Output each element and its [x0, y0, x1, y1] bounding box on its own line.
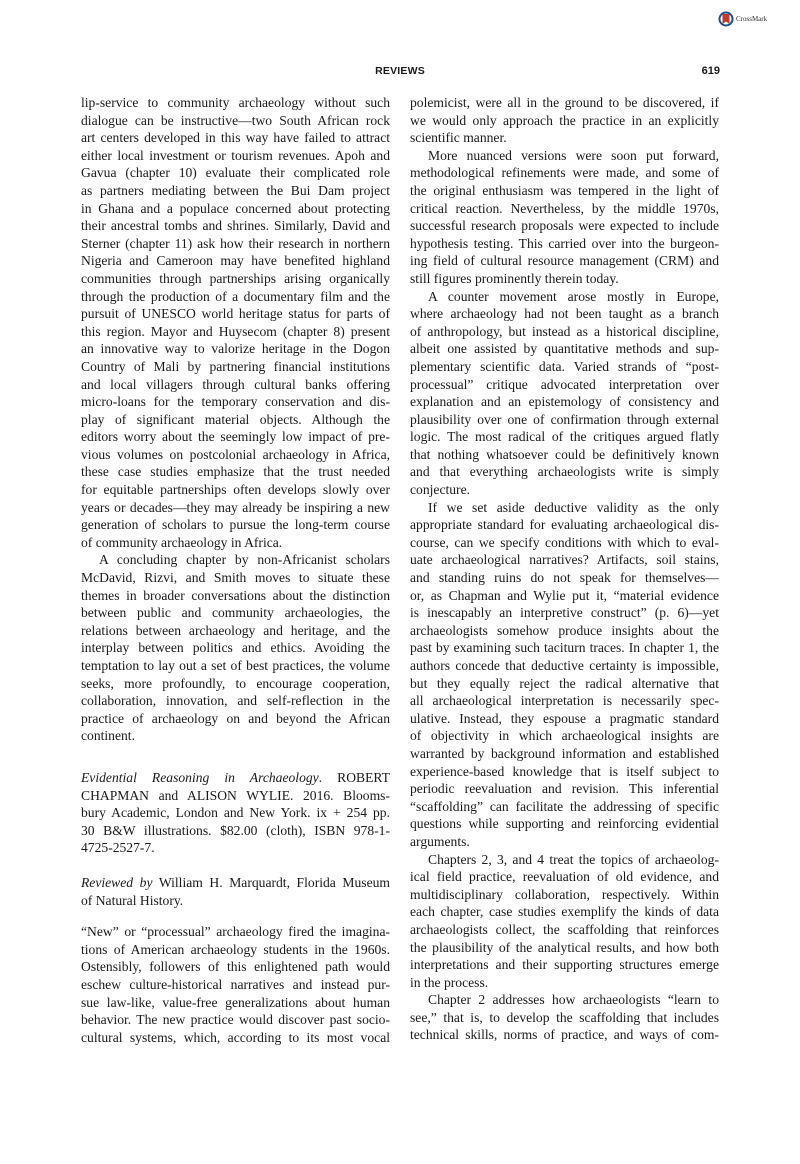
text-line: experience-based knowledge that is itself subject to — [410, 763, 719, 779]
text-line: course, can we specify conditions with which to eval- — [410, 534, 719, 550]
paragraph — [410, 991, 719, 1044]
text-line: authors concede that deductive certainty is impossible, — [410, 658, 719, 673]
paragraph — [410, 851, 719, 992]
text-line: and that everything archaeologists write is simply — [410, 464, 719, 480]
text-line: albeit one assisted by quantitative methods and sup- — [410, 341, 719, 357]
text-line: Ostensibly, followers of this enlightened path would — [81, 959, 390, 975]
text-line: we would only approach the practice in an explicitly — [410, 112, 719, 128]
text-line: the original enthusiasm was tempered in the light of — [410, 182, 719, 198]
text-line: Nigeria and Cameroon may have benefited highland — [81, 253, 390, 269]
left-column — [81, 94, 390, 1046]
text-line: either local investment or tourism revenues. Apoh and — [81, 147, 390, 163]
text-line: in Ghana and a populace concerned about protecting — [81, 200, 390, 216]
text-line: seeks, more profoundly, to encourage cooperation, — [81, 675, 390, 691]
text-line: appropriate standard for evaluating archaeological dis- — [410, 517, 719, 533]
text-line: More nuanced versions were soon put forward, — [428, 147, 719, 163]
paragraph — [410, 288, 719, 499]
text-line: Sterner (chapter 11) ask how their research in northern — [81, 235, 390, 251]
text-line: themes in broader conversations about the distinction — [81, 587, 390, 603]
text-line: for equitable partnerships often develops slowly over — [81, 482, 390, 498]
paragraph — [81, 551, 390, 745]
text-line: these case studies emphasize that the trust needed — [81, 464, 390, 480]
text-line: hypothesis testing. This carried over into the burgeon- — [410, 235, 719, 251]
text-line: ing field of cultural resource management (CRM) and — [410, 253, 719, 269]
text-line: between public and community archaeologies, the — [81, 605, 390, 621]
text-line: the plausibility of the analytical results, and how both — [410, 939, 719, 955]
text-line: art centers developed in this way have failed to attract — [81, 130, 390, 146]
text-line: “New” or “processual” archaeology fired the imagina- — [81, 924, 390, 940]
text-line: uate archaeological narratives? Artifacts, soil stains, — [410, 552, 719, 568]
citation-line: 4725-2527-7. — [81, 840, 155, 856]
text-line: successful research proposals were expected to include — [410, 218, 719, 234]
text-line: If we set aside deductive validity as the only — [428, 499, 719, 515]
text-line: all archaeological interpretation is necessarily spec- — [410, 693, 719, 709]
text-line: conjecture. — [410, 482, 471, 498]
text-line: Country of Mali by partnering financial institutions — [81, 358, 390, 374]
text-line: tions of American archaeology students in the 1960s. — [81, 941, 390, 957]
text-line: methodological refinements were made, and some of — [410, 165, 719, 181]
text-line: in the process. — [410, 974, 489, 990]
text-line: past by examining such taciturn traces. In chapter 1, the — [410, 640, 719, 656]
text-line: processual” critique advocated interpretation over — [410, 376, 719, 392]
book-citation — [81, 769, 390, 857]
text-line: micro-loans for the temporary conservation and dis- — [81, 394, 390, 410]
text-line: questions while supporting and reinforcing evidential — [410, 816, 719, 832]
text-line: their ancestral tombs and shrines. Similarly, David and — [81, 218, 390, 234]
text-line: warranted by background information and established — [410, 745, 719, 761]
text-line: relations between archaeology and heritage, and the — [81, 622, 390, 638]
text-line: but they equally reject the radical alternative that — [410, 675, 719, 691]
reviewer-line: Reviewed by William H. Marquardt, Florida Museum — [81, 874, 390, 890]
text-line: and local villagers through cultural banks offering — [81, 376, 390, 392]
right-column — [410, 94, 719, 1044]
text-line: communities through partnerships arising organically — [81, 270, 390, 286]
text-line: arguments. — [410, 833, 470, 849]
text-line: of community archaeology in Africa. — [81, 534, 283, 550]
text-line: of objectivity in which archaeological insights are — [410, 728, 719, 744]
text-line: pursuit of UNESCO world heritage status for parts of — [81, 306, 390, 322]
citation-line: 30 B&W illustrations. $82.00 (cloth), ISBN 978-1- — [81, 822, 390, 838]
text-line: collaboration, innovation, and self-reflection in the — [81, 693, 390, 709]
text-line: ical field practice, reevaluation of old evidence, and — [410, 869, 719, 885]
text-line: logic. The most radical of the critiques argued flatly — [410, 429, 719, 445]
paragraph — [81, 94, 390, 551]
text-line: this region. Mayor and Huysecom (chapter 8) present — [81, 323, 390, 339]
reviewed-by-label: Reviewed by — [81, 874, 153, 890]
text-line: lip-service to community archaeology without such — [81, 95, 390, 110]
paragraph — [410, 147, 719, 288]
text-line: generation of scholars to pursue the long-term course — [81, 517, 390, 533]
crossmark-label: CrossMark — [736, 15, 768, 23]
text-line: vious volumes on postcolonial archaeology in Africa, — [81, 446, 390, 462]
text-line: continent. — [81, 728, 135, 744]
text-line: cultural systems, which, according to its most vocal — [81, 1029, 390, 1045]
book-title: Evidential Reasoning in Archaeology — [81, 769, 319, 785]
text-line: Gavua (chapter 10) evaluate their complicated role — [81, 165, 390, 181]
text-line: dialogue can be instructive—two South African rock — [81, 112, 390, 128]
reviewer-credit — [81, 874, 390, 909]
paragraph — [410, 94, 719, 147]
text-line: archaeologists somehow produce insights about the — [410, 622, 719, 638]
text-line: Chapters 2, 3, and 4 treat the topics of archaeolog- — [428, 851, 719, 867]
citation-line: bury Academic, London and New York. ix + 254 pp. — [81, 805, 390, 821]
text-line: see,” that is, to develop the scaffolding that includes — [410, 1009, 719, 1025]
citation-line: Evidential Reasoning in Archaeology. ROBERT — [81, 769, 390, 785]
text-line: years or decades—they may already be inspiring a new — [81, 499, 390, 515]
text-line: polemicist, were all in the ground to be discovered, if — [410, 95, 719, 110]
text-line: scientific manner. — [410, 130, 507, 146]
text-line: plementary scientific data. Varied strands of “post- — [410, 358, 719, 374]
text-line: editors worry about the seemingly low impact of pre- — [81, 429, 390, 445]
text-line: play of significant material objects. Although the — [81, 411, 390, 427]
text-line: where archaeology had not been taught as a branch — [410, 306, 719, 322]
page-number: 619 — [701, 65, 720, 77]
text-line: A concluding chapter by non-Africanist scholars — [99, 552, 390, 568]
text-line: “scaffolding” can facilitate the addressing of specific — [410, 798, 719, 814]
text-line: explanation and an epistemology of consistency and — [410, 394, 719, 410]
crossmark-icon — [718, 10, 734, 28]
text-line: temptation to lay out a set of best practices, the volume — [81, 658, 390, 673]
reviewer-line: of Natural History. — [81, 892, 184, 908]
text-line: A counter movement arose mostly in Europe, — [428, 288, 719, 304]
text-line: eschew culture-historical narratives and instead pur- — [81, 976, 390, 992]
text-line: critical reaction. Nevertheless, by the middle 1970s, — [410, 200, 719, 216]
running-header: REVIEWS — [375, 65, 425, 77]
text-line: plausibility over one of confirmation through external — [410, 411, 719, 427]
text-line: of anthropology, but instead as a historical discipline, — [410, 323, 719, 339]
text-line: and standing ruins do not speak for themselves— — [410, 570, 719, 586]
text-line: interplay between politics and ethics. Avoiding the — [81, 640, 390, 656]
text-line: is inescapably an interpretive construct” (p. 6)—yet — [410, 605, 719, 621]
text-line: Chapter 2 addresses how archaeologists “learn to — [428, 992, 719, 1008]
text-line: still figures prominently therein today. — [410, 270, 619, 286]
text-line: McDavid, Rizvi, and Smith moves to situate these — [81, 570, 390, 586]
paragraph — [81, 923, 390, 1046]
crossmark-badge[interactable] — [718, 10, 767, 28]
text-line: multidisciplinary collaboration, respectively. Within — [410, 886, 719, 902]
text-line: periodic reevaluation and revision. This inferential — [410, 781, 719, 797]
citation-line: CHAPMAN and ALISON WYLIE. 2016. Blooms- — [81, 787, 390, 803]
text-line: technical skills, norms of practice, and ways of com- — [410, 1027, 719, 1043]
text-line: ulative. Instead, they espouse a pragmatic standard — [410, 710, 719, 726]
text-line: behavior. The new practice would discover past socio- — [81, 1012, 390, 1028]
text-line: through the production of a documentary film and the — [81, 288, 390, 304]
text-line: sue law-like, value-free generalizations about human — [81, 994, 390, 1010]
text-line: as partners mediating between the Bui Dam project — [81, 182, 390, 198]
text-line: that nothing whatsoever could be definitively known — [410, 446, 719, 462]
text-line: each chapter, case studies exemplify the kinds of data — [410, 904, 719, 920]
paragraph — [410, 499, 719, 851]
text-line: archaeologists collect, the scaffolding that reinforces — [410, 921, 719, 937]
text-line: interpretations and their supporting structures emerge — [410, 957, 719, 973]
text-line: or, as Chapman and Wylie put it, “material evidence — [410, 587, 719, 603]
text-line: an innovative way to valorize heritage in the Dogon — [81, 341, 390, 357]
text-line: practice of archaeology on and beyond the African — [81, 710, 390, 726]
